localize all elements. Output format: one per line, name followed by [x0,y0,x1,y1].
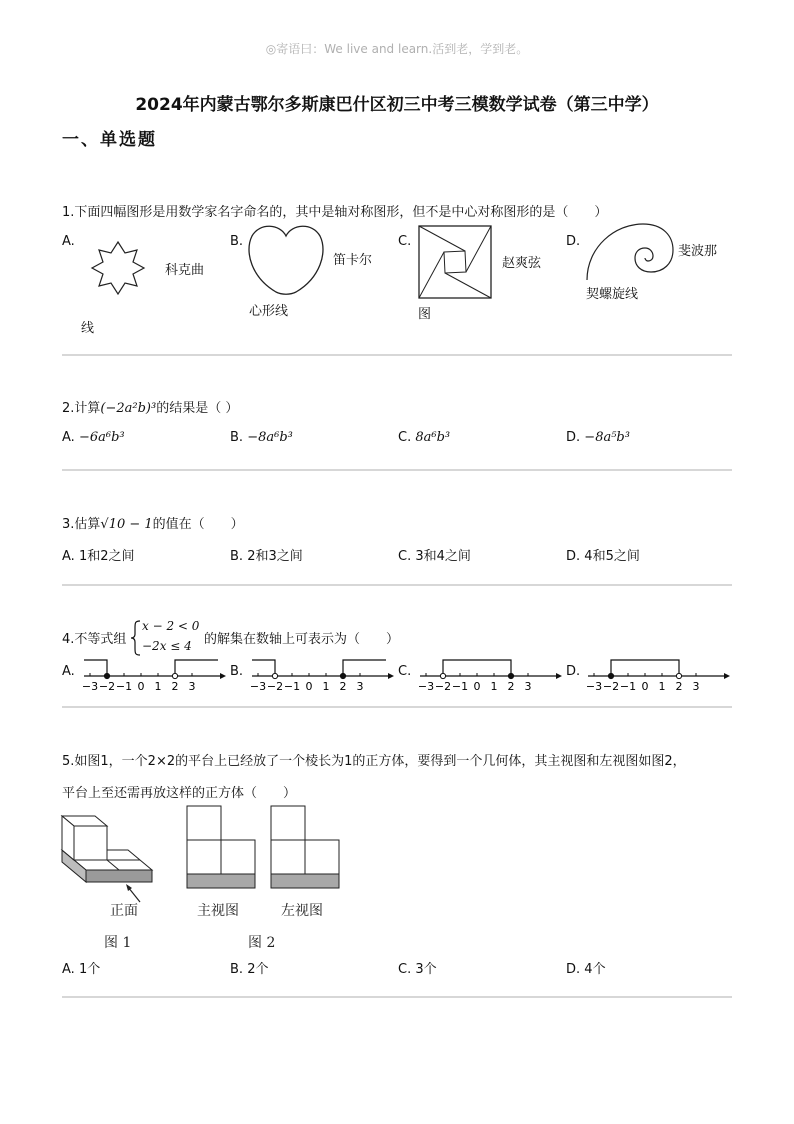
fibonacci-spiral-figure [585,222,675,282]
figure-1-isometric-cube [60,812,160,892]
label-left-view: 左视图 [281,903,323,919]
tick-label: 2 [675,680,683,693]
q2-stem-suffix: 的结果是（ ） [156,401,239,416]
label-front: 正面 [110,903,138,919]
q4-option-c-letter[interactable]: C. [398,664,412,679]
q4-option-b-letter[interactable]: B. [230,664,244,679]
q5-option-b[interactable]: B. 2个 [230,962,269,977]
page-title: 2024年内蒙古鄂尔多斯康巴什区初三中考三模数学试卷（第三中学） [135,95,659,115]
q1-option-c-letter[interactable]: C. [398,234,412,249]
solution-set-mark [84,660,107,676]
question-3-stem [62,513,244,532]
q1-option-a-letter[interactable]: A. [62,234,75,249]
solid-endpoint-dot [508,673,513,678]
tick-label: 0 [641,680,649,693]
q4-number-line-d [584,656,734,692]
tick-label: 0 [473,680,481,693]
koch-snowflake-figure [78,226,158,310]
q1-caption-koch-1: 科克曲 [165,263,205,278]
label-main-view: 主视图 [197,903,239,919]
q2-option-c[interactable]: C. 8a⁶b³ [398,430,451,445]
tick-label: −3 [417,680,435,693]
q2-option-d[interactable]: D. −8a⁵b³ [566,430,630,445]
tick-label: 2 [339,680,347,693]
q4-option-a-letter[interactable]: A. [62,664,75,679]
q3-stem-expression: √10 − 1 [100,517,153,532]
solid-endpoint-dot [608,673,613,678]
q3-option-d[interactable]: D. 4和5之间 [566,549,640,564]
tick-label: −2 [98,680,116,693]
q1-caption-zhao-2: 图 [418,307,432,322]
tick-label: −3 [249,680,267,693]
q4-stem-prefix: 4.不等式组 [62,632,127,647]
divider [62,469,732,471]
q1-caption-koch-2: 线 [81,321,95,336]
q4-inequality-1: x − 2 < 0 [142,619,200,633]
tick-label: −1 [619,680,637,693]
tick-label: −3 [81,680,99,693]
question-5-stem-line-2: 平台上至还需再放这样的正方体（ ） [62,786,297,801]
open-endpoint-dot [676,673,681,678]
label-figure-1: 图 1 [104,935,132,951]
tick-label: −2 [434,680,452,693]
q4-number-line-a [80,656,230,692]
q3-option-b[interactable]: B. 2和3之间 [230,549,303,564]
q2-stem-expression: (−2a²b)³ [100,401,157,416]
q5-option-c[interactable]: C. 3个 [398,962,437,977]
q3-stem-suffix: 的值在（ ） [152,517,244,532]
figure-2-main-view [186,805,256,889]
solid-endpoint-dot [104,673,109,678]
tick-label: 1 [658,680,666,693]
figure-2-left-view [270,805,340,889]
question-5-stem-line-1: 5.如图1，一个2×2的平台上已经放了一个棱长为1的正方体，要得到一个几何体，其主视图和左视图如图2， [62,754,686,769]
divider [62,706,732,708]
q4-stem-suffix: 的解集在数轴上可表示为（ ） [204,632,400,647]
question-2-stem [62,397,238,416]
axis-arrow-icon [388,673,394,679]
q4-number-line-c [416,656,566,692]
q1-caption-cardioid-1: 笛卡尔 [333,253,373,268]
cardioid-figure [246,222,326,298]
tick-label: −1 [451,680,469,693]
axis-arrow-icon [556,673,562,679]
axis-arrow-icon [724,673,730,679]
tick-label: 3 [188,680,196,693]
q4-inequality-2: −2x ≤ 4 [142,639,192,653]
tick-label: 0 [137,680,145,693]
brace-icon [130,620,142,656]
label-figure-2: 图 2 [248,935,276,951]
open-endpoint-dot [440,673,445,678]
tick-label: 3 [524,680,532,693]
tick-label: 1 [322,680,330,693]
question-1-stem: 1.下面四幅图形是用数学家名字命名的，其中是轴对称图形，但不是中心对称图形的是（ ） [62,205,608,220]
tick-label: −1 [115,680,133,693]
open-endpoint-dot [172,673,177,678]
section-heading: 一、单选题 [62,130,157,150]
q4-number-line-b [248,656,398,692]
q1-option-b-letter[interactable]: B. [230,234,244,249]
q1-option-d-letter[interactable]: D. [566,234,581,249]
tick-label: −3 [585,680,603,693]
q4-option-d-letter[interactable]: D. [566,664,581,679]
q3-option-a[interactable]: A. 1和2之间 [62,549,135,564]
q1-caption-fibonacci-2: 契螺旋线 [586,287,639,302]
solution-set-mark [175,660,218,676]
q3-stem-prefix: 3.估算 [62,517,101,532]
tick-label: −1 [283,680,301,693]
q5-option-d[interactable]: D. 4个 [566,962,606,977]
tick-label: 1 [490,680,498,693]
zhao-shuang-diagram-figure [418,225,492,299]
tick-label: 3 [356,680,364,693]
q5-option-a[interactable]: A. 1个 [62,962,101,977]
open-endpoint-dot [272,673,277,678]
q2-option-b[interactable]: B. −8a⁶b³ [230,430,293,445]
solution-set-mark [252,660,275,676]
solid-endpoint-dot [340,673,345,678]
q1-caption-fibonacci-1: 斐波那 [678,244,718,259]
q3-option-c[interactable]: C. 3和4之间 [398,549,471,564]
axis-arrow-icon [220,673,226,679]
q1-caption-cardioid-2: 心形线 [249,304,289,319]
q2-option-a[interactable]: A. −6a⁶b³ [62,430,125,445]
tick-label: 2 [171,680,179,693]
q1-caption-zhao-1: 赵爽弦 [502,256,542,271]
q2-stem-prefix: 2.计算 [62,401,101,416]
watermark: ◎寄语曰：We live and learn.活到老，学到老。 [265,42,529,56]
tick-label: −2 [602,680,620,693]
tick-label: 0 [305,680,313,693]
divider [62,354,732,356]
tick-label: 3 [692,680,700,693]
divider [62,996,732,998]
tick-label: 2 [507,680,515,693]
tick-label: −2 [266,680,284,693]
divider [62,584,732,586]
solution-set-mark [343,660,386,676]
tick-label: 1 [154,680,162,693]
